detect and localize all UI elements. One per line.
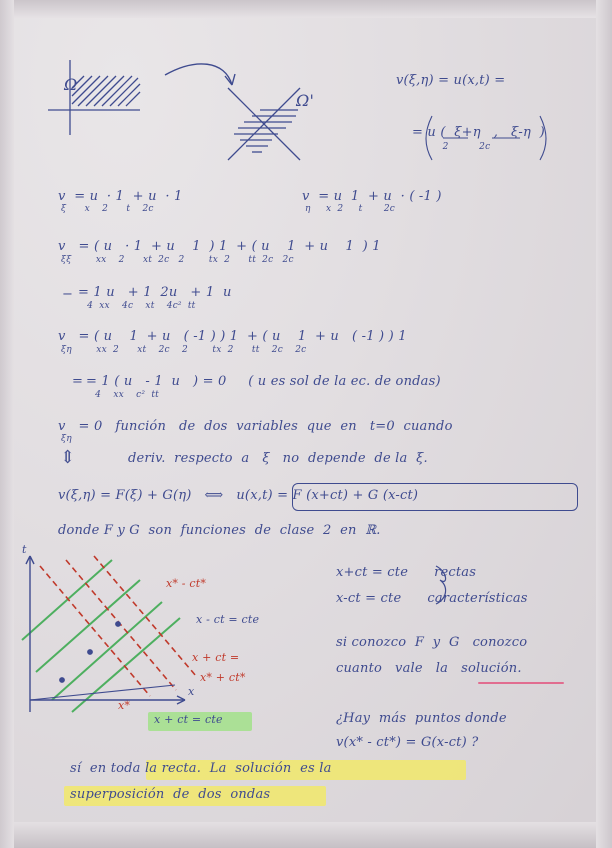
eq-v-xixi-result: = 1 u + 1 2u + 1 u	[78, 285, 232, 300]
minus-sign: −	[62, 287, 74, 302]
conclusion-line2: superposición de dos ondas	[70, 787, 271, 802]
eq-v-xixi-sub: ξξ xx 2 xt 2c 2 tx 2 tt 2c 2c	[58, 255, 294, 265]
eq-v-eta-sub: η x 2 t 2c	[302, 204, 395, 214]
note-x-minus-ct-cte: x-ct = cte características	[336, 591, 528, 606]
label-x-minus-ct-cte: x - ct = cte	[196, 613, 260, 626]
question-more-points: ¿Hay más puntos donde	[336, 711, 507, 726]
eq-v-xieta-result-sub: 4 xx c² tt	[86, 390, 159, 400]
label-x-plus-ct: x + ct =	[192, 651, 240, 664]
page-edge-bottom	[0, 822, 612, 848]
axis-label-x: x	[188, 685, 195, 698]
eq-separation-result: v(ξ,η) = F(ξ) + G(η) ⟺ u(x,t) = F (x+ct) + G (x-ct)	[58, 488, 419, 503]
label-x-plus-ct-cte: x + ct = cte	[154, 713, 223, 726]
underline-solucion	[478, 682, 564, 684]
conclusion-line1: sí en toda la recta. La solución es la	[70, 761, 332, 776]
note-if-know-F-G: si conozco F y G conozco	[336, 635, 528, 650]
label-x-star-plus-ct-star: x* + ct*	[200, 671, 246, 684]
eq-v-xixi-result-sub: 4 xx 4c xt 4c² tt	[78, 301, 196, 311]
note-derivative-xi: deriv. respecto a ξ no depende de la ξ.	[128, 451, 428, 466]
eq-v-xieta: v = ( u 1 + u ( -1 ) ) 1 + ( u 1 + u ( -1 ) ) 1	[58, 329, 407, 344]
note-vxieta-zero-sub: ξη	[58, 434, 72, 444]
eq-v-xieta-sub: ξη xx 2 xt 2c 2 tx 2 tt 2c 2c	[58, 345, 307, 355]
eq-v-xixi: v = ( u · 1 + u 1 ) 1 + ( u 1 + u 1 ) 1	[58, 239, 381, 254]
axis-label-t: t	[22, 543, 27, 556]
axis-label-x-star: x*	[118, 699, 131, 712]
formula-u-args-denoms: 2 2c	[412, 142, 491, 152]
note-F-G-class2: donde F y G son funciones de clase 2 en ℝ.	[58, 523, 381, 538]
label-x-star-minus-ct-star: x* - ct*	[166, 577, 207, 590]
label-omega-prime: Ω'	[296, 91, 315, 110]
question-equality: v(x* - ct*) = G(x-ct) ?	[336, 735, 479, 750]
note-x-plus-ct-cte: x+ct = cte rectas	[336, 565, 477, 580]
note-solution-value: cuanto vale la solución.	[336, 661, 522, 676]
page-edge-left	[0, 0, 14, 848]
eq-v-xieta-result: = 1 ( u - 1 u ) = 0 ( u es sol de la ec. de ondas)	[86, 374, 441, 389]
eq-v-xi: v = u · 1 + u · 1	[58, 189, 183, 204]
page-edge-right	[596, 0, 612, 848]
implies-symbol: ⇕	[60, 447, 76, 468]
eq-v-xi-sub: ξ x 2 t 2c	[58, 204, 154, 214]
label-omega: Ω	[64, 75, 78, 94]
eq-v-eta: v = u 1 + u · ( -1 )	[302, 189, 442, 204]
formula-v-equals-u: v(ξ,η) = u(x,t) =	[396, 73, 506, 88]
boxed-dalembert-formula	[292, 483, 578, 511]
formula-u-args: = u ( ξ+η , ξ-η )	[412, 125, 545, 140]
equals-sign-1: =	[72, 374, 84, 389]
note-vxieta-zero: v = 0 función de dos variables que en t=0 cuando	[58, 419, 453, 434]
page-edge-top	[0, 0, 612, 18]
